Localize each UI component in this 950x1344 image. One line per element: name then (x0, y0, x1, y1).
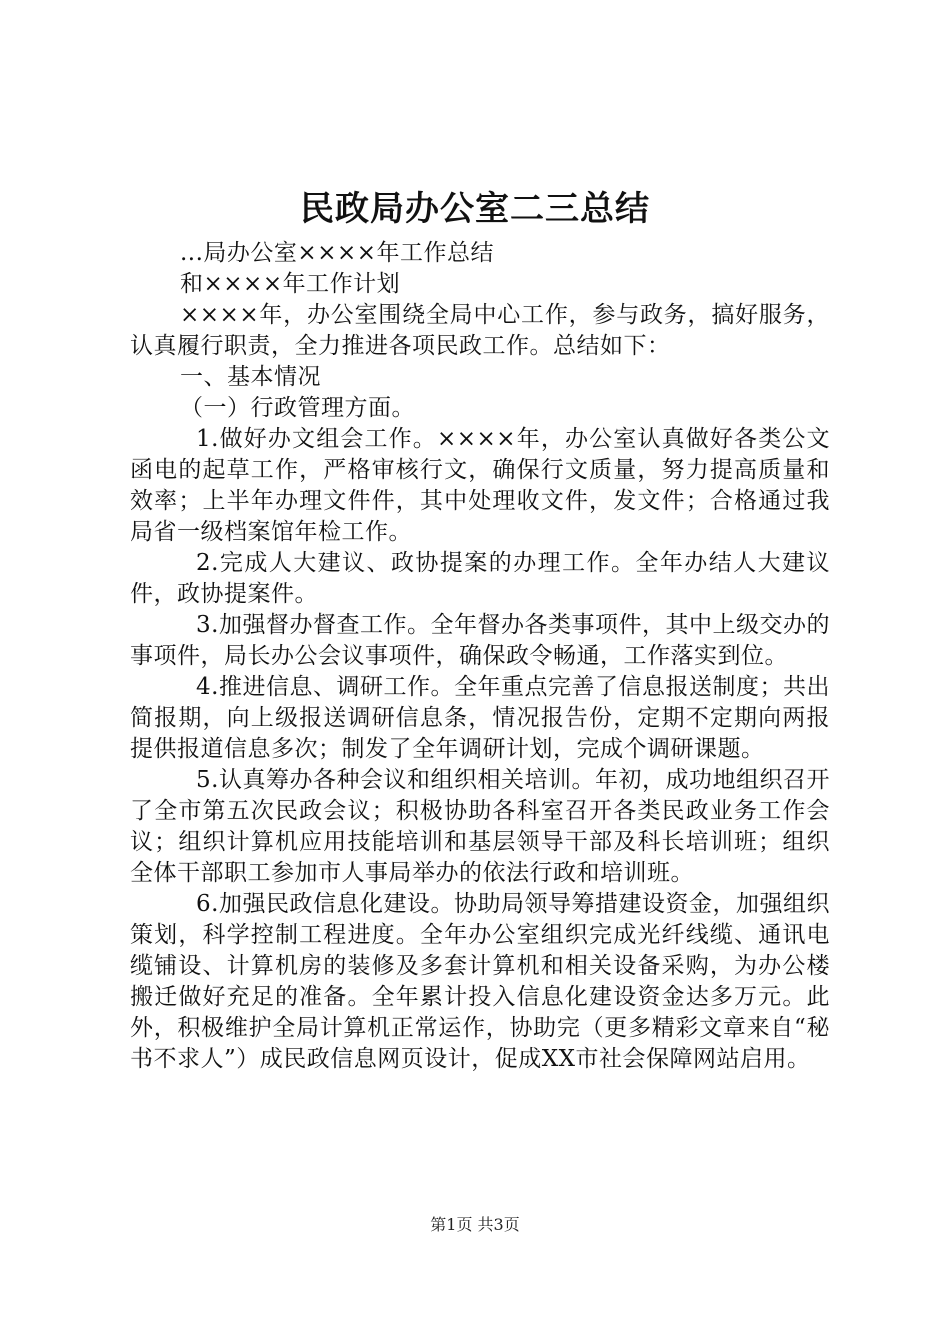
intro-paragraph: ××××年，办公室围绕全局中心工作，参与政务，搞好服务，认真履行职责，全力推进各项民政工作。总结如下： (130, 302, 830, 359)
subtitle-line-2: 和××××年工作计划 (180, 271, 401, 297)
document-title: 民政局办公室二三总结 (300, 189, 650, 229)
item-paragraph-6: 6.加强民政信息化建设。协助局领导筹措建设资金，加强组织策划，科学控制工程进度。全年办公室组织完成光纤线缆、通讯电缆铺设、计算机房的装修及多套计算机和相关设备采购，为办公楼搬迁做好充足的准备。全年累计投入信息化建设资金达多万元。此外，积极维护全局计算机正常运作，协助完（更多精彩文章来自“秘书不求人”）成民政信息网页设计，促成XX市社会保障网站启用。 (130, 891, 830, 1072)
item-paragraph-5: 5.认真筹办各种会议和组织相关培训。年初，成功地组织召开了全市第五次民政会议；积极协助各科室召开各类民政业务工作会议；组织计算机应用技能培训和基层领导干部及科长培训班；组织全体干部职工参加市人事局举办的依法行政和培训班。 (130, 767, 830, 886)
subsection-heading-admin: （一）行政管理方面。 (180, 395, 415, 421)
subtitle-line-1: ...局办公室××××年工作总结 (180, 240, 495, 266)
item-paragraph-2: 2.完成人大建议、政协提案的办理工作。全年办结人大建议件，政协提案件。 (130, 550, 830, 607)
page-footer: 第1页 共3页 (430, 1215, 520, 1234)
document-body (130, 238, 830, 1075)
section-heading-basic: 一、基本情况 (180, 364, 321, 390)
item-paragraph-3: 3.加强督办督查工作。全年督办各类事项件，其中上级交办的事项件，局长办公会议事项件，确保政令畅通，工作落实到位。 (130, 612, 830, 669)
item-paragraph-1: 1.做好办文组会工作。××××年，办公室认真做好各类公文函电的起草工作，严格审核行文，确保行文质量，努力提高质量和效率；上半年办理文件件，其中处理收文件，发文件；合格通过我局省一级档案馆年检工作。 (130, 426, 830, 545)
item-paragraph-4: 4.推进信息、调研工作。全年重点完善了信息报送制度；共出简报期，向上级报送调研信息条，情况报告份，定期不定期向两报提供报道信息多次；制发了全年调研计划，完成个调研课题。 (130, 674, 830, 762)
